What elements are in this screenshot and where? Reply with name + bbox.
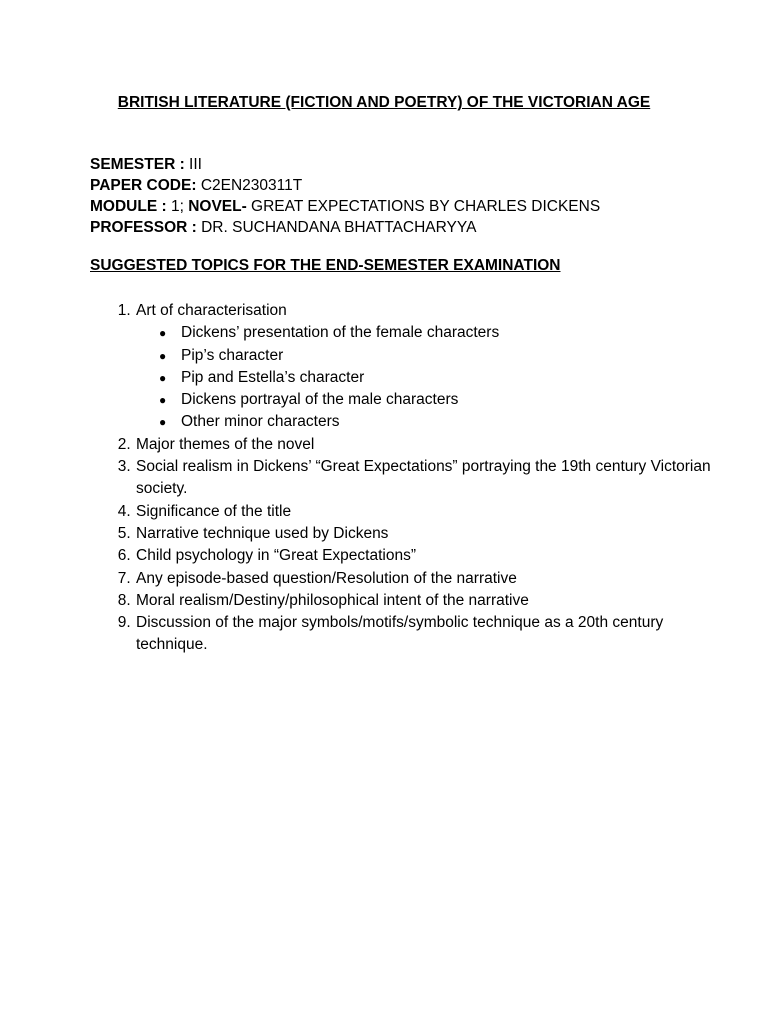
paper-code-line [90, 175, 600, 196]
list-item [135, 523, 735, 545]
list-item [159, 411, 735, 433]
professor-line [90, 217, 600, 238]
document-title: BRITISH LITERATURE (FICTION AND POETRY) OF THE VICTORIAN AGE [117, 94, 651, 111]
list-item [135, 434, 735, 456]
list-item [159, 367, 735, 389]
bullet-icon: ● [159, 370, 167, 385]
subtopic-text: Pip and Estella’s character [181, 368, 365, 386]
course-metadata [90, 154, 600, 238]
module-line [90, 196, 600, 217]
bullet-icon: ● [159, 415, 167, 430]
topic-text: Moral realism/Destiny/philosophical intent of the narrative [136, 591, 529, 609]
list-item [135, 568, 735, 590]
list-item [159, 345, 735, 367]
novel-value: GREAT EXPECTATIONS BY CHARLES DICKENS [246, 198, 601, 215]
topic-text: Significance of the title [136, 502, 292, 520]
professor-label: PROFESSOR : [90, 219, 197, 236]
bullet-icon: ● [159, 326, 167, 341]
module-value: 1; [166, 198, 189, 215]
topic-text: Any episode-based question/Resolution of the narrative [136, 569, 517, 587]
list-item [135, 501, 735, 523]
list-item [135, 590, 735, 612]
list-item [135, 612, 735, 657]
topic-text: Art of characterisation [136, 302, 287, 319]
bullet-icon: ● [159, 393, 167, 408]
paper-code-label: PAPER CODE: [90, 177, 197, 194]
subtopic-text: Pip’s character [181, 346, 284, 364]
list-item [135, 456, 735, 501]
novel-label: NOVEL- [188, 198, 247, 215]
topic-text: Child psychology in “Great Expectations” [136, 547, 416, 565]
list-item [159, 389, 735, 411]
paper-code-value: C2EN230311T [196, 177, 303, 194]
list-item [159, 322, 735, 344]
topic-text: Narrative technique used by Dickens [136, 524, 389, 542]
module-label: MODULE : [90, 198, 167, 215]
subtopics-list [136, 322, 735, 433]
section-heading: SUGGESTED TOPICS FOR THE END-SEMESTER EXAMINATION [90, 257, 561, 274]
semester-value: III [184, 156, 202, 173]
professor-value: DR. SUCHANDANA BHATTACHARYYA [196, 219, 477, 236]
topic-text: Social realism in Dickens’ “Great Expectations” portraying the 19th century Victorian society. [136, 458, 711, 498]
topic-text: Major themes of the novel [136, 435, 315, 453]
semester-line [90, 154, 600, 175]
subtopic-text: Other minor characters [181, 413, 340, 431]
list-item [135, 300, 735, 434]
topic-text: Discussion of the major symbols/motifs/symbolic technique as a 20th century technique. [136, 614, 664, 654]
subtopic-text: Dickens portrayal of the male characters [181, 391, 459, 409]
bullet-icon: ● [159, 348, 167, 363]
subtopic-text: Dickens’ presentation of the female characters [181, 324, 500, 342]
list-item [135, 545, 735, 567]
semester-label: SEMESTER : [90, 156, 185, 173]
topics-list [90, 300, 735, 657]
